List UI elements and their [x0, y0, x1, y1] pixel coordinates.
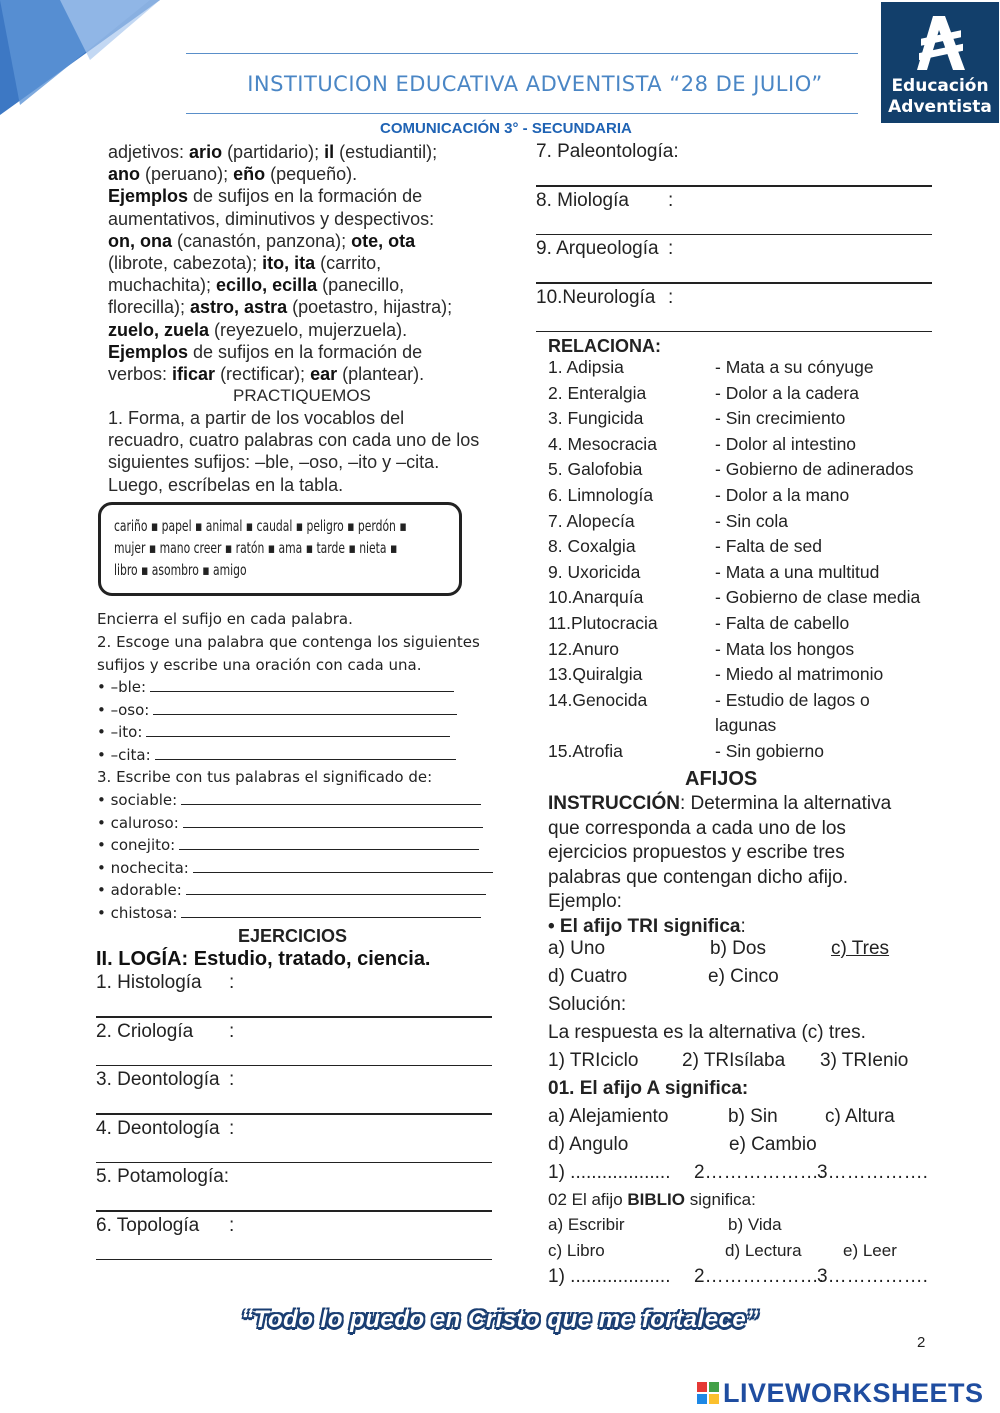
liveworksheets-brand — [697, 1378, 984, 1409]
q02-option-d: d) Lectura — [725, 1241, 802, 1260]
relaciona-definition: - Dolor al intestino — [715, 433, 857, 454]
logia-colon: : — [668, 189, 674, 211]
relaciona-term: 1. Adipsia — [548, 357, 624, 377]
practiquemos-heading: PRACTIQUEMOS — [233, 386, 371, 405]
paragraph-segment: (pequeño). — [265, 164, 358, 185]
relaciona-term: 5. Galofobia — [548, 459, 643, 480]
paragraph-segment: muchachita); — [108, 275, 217, 296]
instruccion-text: que corresponda a cada uno de los — [548, 817, 846, 839]
logia-colon: : — [229, 1214, 235, 1236]
answer-line[interactable] — [186, 880, 486, 895]
logo-line1: Educación — [891, 76, 989, 96]
q2-label: • –oso: — [97, 700, 150, 719]
q3-label: • sociable: — [97, 791, 178, 809]
word-box-line: cariño ▪ papel ▪ animal ▪ caudal ▪ peligro ▪ perdón ▪ — [114, 517, 407, 535]
paragraph-segment: (carrito, — [315, 253, 382, 274]
paragraph-segment: ecillo, ecilla — [216, 275, 318, 296]
q01-option-d: d) Angulo — [548, 1134, 629, 1155]
paragraph-segment: (reyezuelo, mujerzuela). — [209, 319, 408, 340]
logia-colon: : — [668, 286, 674, 308]
page-number: 2 — [917, 1334, 926, 1351]
relaciona-term: 6. Limnología — [548, 485, 654, 505]
answer-line[interactable] — [96, 1210, 492, 1212]
liveworksheets-icon — [697, 1382, 719, 1404]
relaciona-definition: - Mata a su cónyuge — [715, 357, 874, 377]
q01-answer-3[interactable]: 3……………. — [817, 1162, 928, 1183]
header-bottom-line — [186, 113, 858, 114]
paragraph-segment: zuelo, zuela — [108, 319, 210, 340]
paragraph-line — [108, 319, 498, 341]
q01-answer-2[interactable]: 2………………. — [694, 1162, 824, 1183]
relaciona-definition: - Estudio de lagos o — [715, 689, 870, 710]
ejercicios-heading: EJERCICIOS — [238, 926, 348, 946]
logia-term: 9. Arqueología — [536, 238, 659, 259]
relaciona-definition: - Sin gobierno — [715, 741, 824, 761]
relaciona-term: 12.Anuro — [548, 638, 620, 659]
q3-item — [97, 789, 497, 812]
relaciona-definition: - Miedo al matrimonio — [715, 664, 884, 685]
logia-term: 10.Neurología — [536, 286, 656, 308]
brand-text: LIVEWORKSHEETS — [723, 1378, 984, 1408]
paragraph-segment: aumentativos, diminutivos y despectivos: — [108, 208, 435, 229]
relaciona-term: 8. Coxalgia — [548, 536, 636, 557]
suffix-paragraph — [108, 141, 498, 385]
logia-term: 8. Miología — [536, 189, 629, 211]
instruccion-text: palabras que contengan dicho afijo. — [548, 866, 849, 888]
tri-word-3: 3) TRIenio — [820, 1050, 909, 1071]
paragraph-line — [108, 163, 498, 185]
q01-option-b: b) Sin — [728, 1106, 778, 1127]
instruccion-text: : Determina la alternativa — [679, 793, 892, 814]
paragraph-line — [108, 363, 498, 385]
logia-colon: : — [229, 1069, 235, 1090]
logia-term: 2. Criología — [96, 1020, 194, 1042]
relaciona-definition: - Falta de sed — [715, 536, 822, 557]
paragraph-line — [108, 230, 498, 252]
q02-answer-2[interactable]: 2………………. — [694, 1266, 824, 1287]
answer-line[interactable] — [183, 813, 483, 828]
relaciona-definition: - Dolor a la cadera — [715, 382, 859, 403]
q2-label: • –ble: — [97, 678, 147, 696]
relaciona-term: 4. Mesocracia — [548, 433, 657, 454]
q02-option-e: e) Leer — [843, 1241, 897, 1260]
q02-answer-1[interactable]: 1) ................... — [548, 1266, 671, 1287]
instruccion-text: ejercicios propuestos y escribe tres — [548, 842, 845, 863]
relaciona-term: 11.Plutocracia — [548, 613, 658, 633]
relaciona-term: 13.Quiralgia — [548, 664, 643, 685]
paragraph-segment: ito, ita — [262, 253, 316, 274]
paragraph-segment: florecilla); — [108, 297, 191, 318]
encierra-instruction: Encierra el sufijo en cada palabra. — [97, 610, 353, 628]
q3-label: • adorable: — [97, 881, 182, 899]
logia-term: 1. Histología — [96, 972, 202, 993]
relaciona-definition: lagunas — [715, 715, 777, 736]
q3-label: • chistosa: — [97, 903, 178, 922]
q2-label: • –cita: — [97, 745, 151, 764]
q02-bold: BIBLIO — [627, 1190, 685, 1209]
relaciona-definition: - Dolor a la mano — [715, 485, 850, 505]
paragraph-segment: astro, astra — [190, 297, 288, 318]
q3-label: • caluroso: — [97, 813, 179, 832]
answer-line[interactable] — [96, 1259, 492, 1261]
q01-answer-1[interactable]: 1) ................... — [548, 1162, 671, 1183]
footer-motto: “Todo lo puedo en Cristo que me fortalece” — [241, 1306, 759, 1333]
tri-colon: : — [740, 915, 746, 937]
paragraph-line — [108, 274, 498, 296]
instruccion-block — [548, 792, 988, 939]
relaciona-heading: RELACIONA: — [548, 336, 661, 356]
paragraph-segment: Ejemplos — [108, 186, 189, 207]
q02-option-b: b) Vida — [728, 1215, 782, 1234]
corner-decoration — [0, 0, 160, 115]
word-box-line: mujer ▪ mano creer ▪ ratón ▪ ama ▪ tarde ▪ nieta ▪ — [114, 539, 398, 557]
logia-term: 3. Deontología — [96, 1069, 220, 1090]
relaciona-term: 10.Anarquía — [548, 587, 644, 608]
paragraph-segment: Ejemplos — [108, 341, 189, 362]
logia-colon: : — [668, 238, 674, 259]
answer-line[interactable] — [96, 1065, 492, 1067]
answer-line[interactable] — [536, 282, 932, 284]
header-top-line — [186, 53, 858, 54]
paragraph-segment: ario — [189, 142, 223, 162]
paragraph-segment: (poetastro, hijastra); — [287, 297, 453, 318]
paragraph-segment: il — [324, 142, 335, 162]
paragraph-line — [108, 252, 498, 274]
logia-term: 4. Deontología — [96, 1117, 220, 1139]
q3-item — [97, 834, 497, 857]
relaciona-definition: - Falta de cabello — [715, 613, 850, 633]
tri-option-a: a) Uno — [548, 938, 606, 959]
q01-option-c: c) Altura — [825, 1106, 895, 1127]
q2-item — [97, 676, 497, 699]
education-logo — [881, 2, 999, 123]
logia-title: II. LOGÍA: Estudio, tratado, ciencia. — [96, 948, 431, 970]
q3-items — [97, 789, 497, 924]
logia-colon: : — [229, 1020, 235, 1042]
answer-line[interactable] — [146, 722, 450, 737]
word-box-line: libro ▪ asombro ▪ amigo — [114, 561, 247, 579]
paragraph-line — [108, 141, 498, 163]
paragraph-line — [108, 341, 498, 363]
q3-item — [97, 879, 497, 902]
relaciona-term: 2. Enteralgia — [548, 382, 647, 403]
tri-word-1: 1) TRIciclo — [548, 1050, 639, 1071]
relaciona-definition: - Mata los hongos — [715, 638, 855, 659]
paragraph-segment: (panecillo, — [317, 275, 405, 296]
question-2 — [97, 631, 497, 676]
answer-line[interactable] — [179, 835, 479, 850]
paragraph-segment: eño — [233, 164, 266, 185]
q2-label: • –ito: — [97, 723, 143, 741]
answer-line[interactable] — [153, 700, 457, 715]
tri-question: • El afijo TRI significa — [548, 915, 741, 937]
logia-colon: : — [229, 972, 235, 993]
paragraph-line — [108, 208, 498, 230]
question-3: 3. Escribe con tus palabras el significado de: — [97, 768, 433, 786]
relaciona-term: 15.Atrofia — [548, 741, 623, 761]
answer-line[interactable] — [155, 745, 456, 760]
q02-option-a: a) Escribir — [548, 1215, 625, 1234]
paragraph-segment: (partidario); — [222, 142, 325, 162]
answer-line[interactable] — [96, 1162, 492, 1164]
q02-answer-3[interactable]: 3……………. — [817, 1266, 928, 1287]
relaciona-term: 3. Fungicida — [548, 408, 644, 429]
q1-line: recuadro, cuatro palabras con cada uno de los — [108, 430, 480, 451]
logo-a-icon — [915, 12, 967, 72]
logia-term: 6. Topología — [96, 1214, 200, 1236]
paragraph-segment: (plantear). — [337, 364, 425, 385]
tri-option-b: b) Dos — [710, 938, 766, 959]
paragraph-segment: (peruano); — [140, 164, 234, 185]
paragraph-segment: de sufijos en la formación de — [188, 186, 423, 207]
q2-line: sufijos y escribe una oración con cada una. — [97, 655, 422, 674]
logia-term: 7. Paleontología: — [536, 141, 679, 162]
paragraph-line — [108, 296, 498, 318]
q1-line: siguientes sufijos: –ble, –oso, –ito y –cita. — [108, 452, 440, 473]
q2-item — [97, 699, 497, 722]
relaciona-term: 14.Genocida — [548, 689, 648, 710]
answer-line[interactable] — [96, 1016, 492, 1018]
paragraph-segment: ote, ota — [351, 230, 416, 251]
afijos-heading: AFIJOS — [685, 768, 758, 790]
q1-line: 1. Forma, a partir de los vocablos del — [108, 408, 405, 428]
paragraph-segment: ear — [310, 364, 338, 385]
paragraph-segment: ano — [108, 164, 141, 185]
answer-line[interactable] — [181, 903, 481, 918]
q02-pre: 02 El afijo — [548, 1190, 628, 1209]
paragraph-segment: de sufijos en la formación de — [188, 341, 423, 362]
tri-option-c: c) Tres — [831, 938, 890, 959]
paragraph-segment: (estudiantil); — [334, 142, 438, 162]
relaciona-definition: - Mata a una multitud — [715, 561, 880, 582]
q01-option-e: e) Cambio — [729, 1134, 817, 1155]
q2-items — [97, 676, 497, 766]
q02-post: significa: — [685, 1190, 756, 1209]
answer-line[interactable] — [536, 331, 932, 333]
answer-line[interactable] — [536, 185, 932, 187]
q3-label: • conejito: — [97, 836, 176, 854]
paragraph-segment: on, ona — [108, 230, 172, 251]
paragraph-segment: adjetivos: — [108, 142, 190, 162]
logia-colon: : — [229, 1117, 235, 1139]
tri-option-d: d) Cuatro — [548, 966, 628, 987]
q02-heading — [548, 1190, 756, 1210]
question-1 — [108, 407, 508, 496]
q2-item — [97, 721, 497, 744]
paragraph-segment: (librote, cabezota); — [108, 253, 263, 274]
q3-item — [97, 902, 497, 925]
ejemplo-label: Ejemplo: — [548, 891, 622, 912]
instruccion-label: INSTRUCCIÓN — [548, 793, 680, 814]
q01-option-a: a) Alejamiento — [548, 1106, 669, 1127]
answer-line[interactable] — [96, 1113, 492, 1115]
logia-term: 5. Potamología: — [96, 1166, 230, 1187]
q3-item — [97, 812, 497, 835]
paragraph-line — [108, 185, 498, 207]
logo-line2: Adventista — [888, 97, 992, 117]
solucion-label: Solución: — [548, 994, 627, 1015]
answer-line[interactable] — [193, 858, 493, 873]
relaciona-definition: - Sin cola — [715, 510, 788, 531]
q3-item — [97, 857, 497, 880]
q01-heading: 01. El afijo A significa: — [548, 1078, 749, 1099]
paragraph-segment: ificar — [172, 364, 216, 385]
tri-option-e: e) Cinco — [708, 966, 779, 987]
answer-line[interactable] — [150, 677, 454, 692]
relaciona-definition: - Sin crecimiento — [715, 408, 846, 429]
q3-label: • nochecita: — [97, 858, 189, 877]
relaciona-term: 9. Uxoricida — [548, 561, 641, 582]
relaciona-definition: - Gobierno de adinerados — [715, 459, 914, 480]
institution-title: INSTITUCION EDUCATIVA ADVENTISTA “28 DE JULIO” — [247, 72, 823, 96]
q02-option-c: c) Libro — [548, 1241, 605, 1260]
q2-line: 2. Escoge una palabra que contenga los siguientes — [97, 633, 480, 651]
q1-line: Luego, escríbelas en la tabla. — [108, 474, 344, 495]
relaciona-definition: - Gobierno de clase media — [715, 587, 921, 608]
paragraph-segment: (rectificar); — [215, 364, 311, 385]
subject-title: COMUNICACIÓN 3° - SECUNDARIA — [380, 120, 632, 137]
paragraph-segment: verbos: — [108, 364, 173, 385]
q2-item — [97, 744, 497, 767]
tri-word-2: 2) TRIsílaba — [682, 1050, 786, 1071]
answer-line[interactable] — [536, 234, 932, 236]
relaciona-term: 7. Alopecía — [548, 510, 635, 531]
word-box-text — [114, 515, 454, 581]
respuesta-text: La respuesta es la alternativa (c) tres. — [548, 1022, 866, 1043]
answer-line[interactable] — [181, 790, 481, 805]
paragraph-segment: (canastón, panzona); — [172, 230, 352, 251]
